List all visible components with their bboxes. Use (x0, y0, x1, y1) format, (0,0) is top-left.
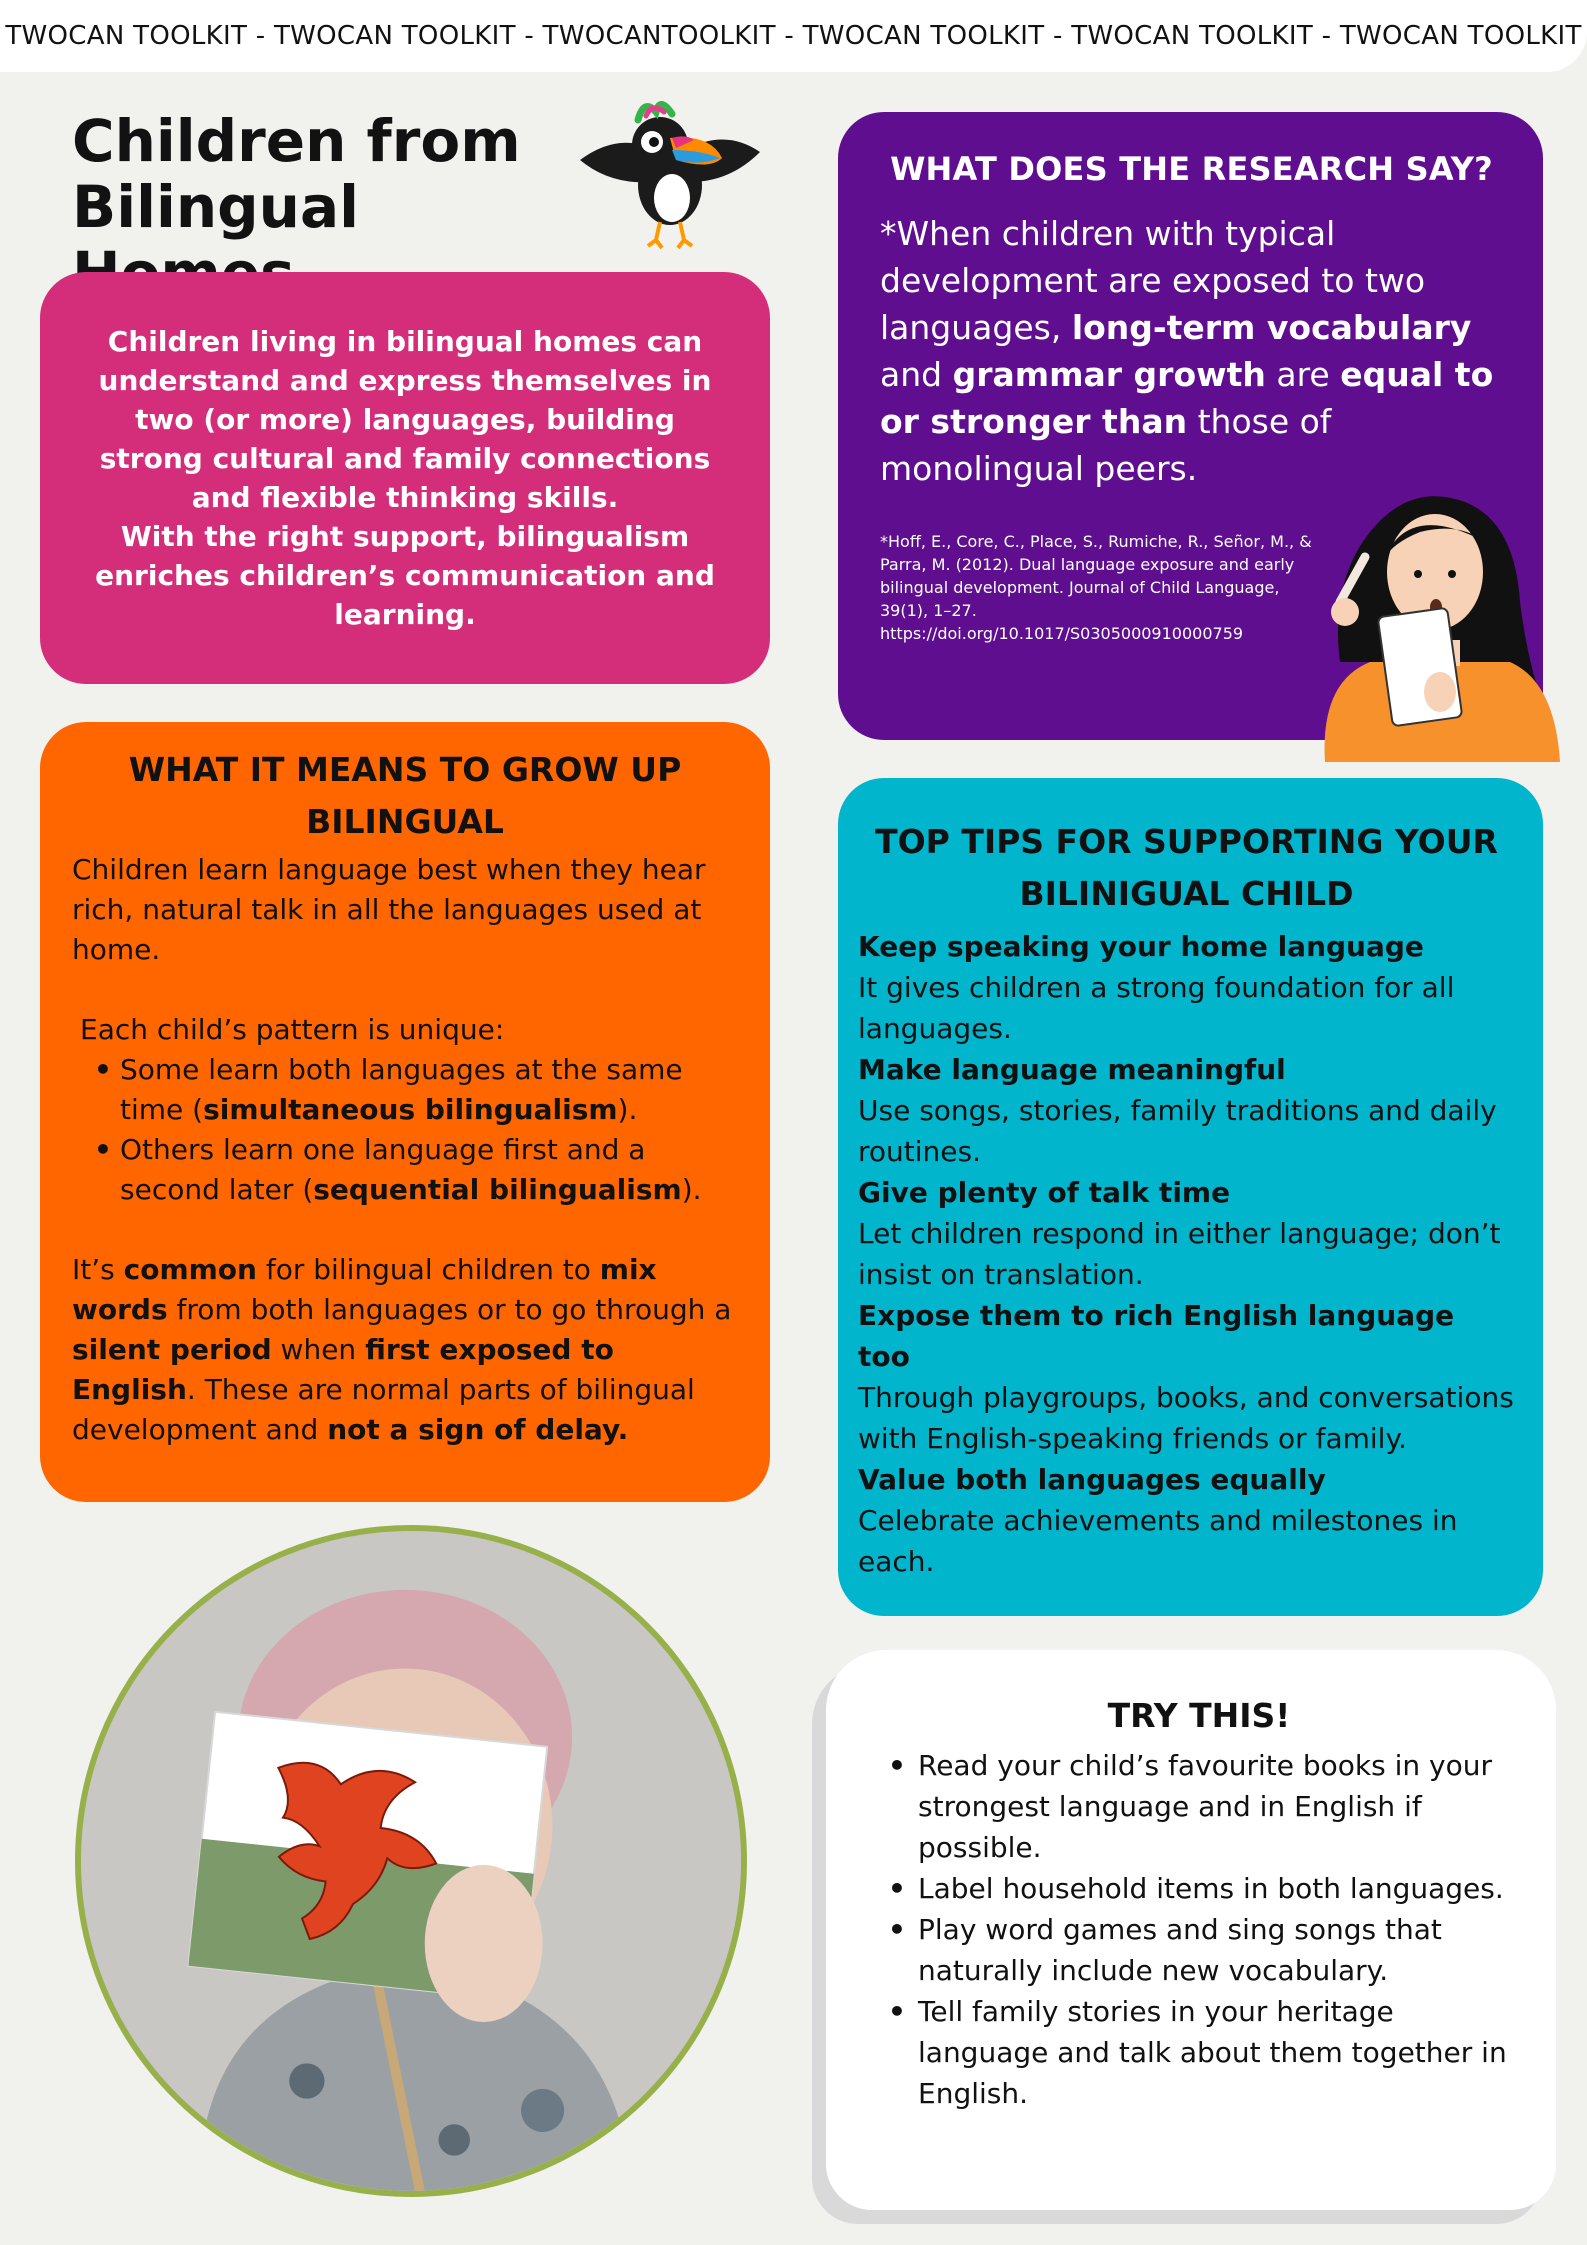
toucan-mascot-icon (560, 90, 770, 260)
research-bold-3: equal to or stronger than (880, 355, 1494, 441)
research-text-2: and (880, 355, 953, 394)
child-holding-welsh-flag-photo (75, 1525, 747, 2197)
try-this-card (826, 1650, 1556, 2210)
grow-p2: for bilingual children to (256, 1253, 600, 1286)
research-text-3: are (1265, 355, 1341, 394)
grow-bullet-sequential (92, 1130, 738, 1210)
tip-item (858, 1049, 1515, 1172)
try-heading: TRY THIS! (1107, 1696, 1291, 1735)
intro-paragraph-1: Children living in bilingual homes can understand and express themselves in two (or more) languages, building strong cultural and family connections and flexible thinking skills. (98, 325, 712, 514)
try-list-item: • Read your child’s favourite books in your strongest language and in English if possible. (882, 1745, 1516, 1868)
bullet-1-text: Some learn both languages at the same time ( (120, 1053, 683, 1126)
research-bold-2: grammar growth (952, 355, 1266, 394)
intro-paragraph-2: With the right support, bilingualism enriches children’s communication and learning. (95, 520, 715, 631)
title-line-1: Children from (72, 107, 521, 175)
tip-text: Use songs, stories, family traditions and daily routines. (858, 1094, 1497, 1168)
tip-text: It gives children a strong foundation for all languages. (858, 971, 1455, 1045)
tip-title: Expose them to rich English language too (858, 1299, 1455, 1373)
research-text-4: those of monolingual peers. (880, 402, 1332, 488)
photo-illustration (81, 1531, 741, 2191)
grow-p5: . These are normal parts of bilingual development and (72, 1373, 695, 1446)
grow-bullet-simultaneous (92, 1050, 738, 1130)
tip-title: Value both languages equally (858, 1463, 1326, 1496)
tip-title: Give plenty of talk time (858, 1176, 1231, 1209)
try-list-item: • Label household items in both languages. (882, 1868, 1516, 1909)
grow-b2: mix words (72, 1253, 657, 1326)
bullet-2-end: ). (681, 1173, 702, 1206)
grow-up-bilingual-card (40, 722, 770, 1502)
tip-item (858, 1295, 1515, 1459)
research-bold-1: long-term vocabulary (1071, 308, 1472, 347)
tip-title: Make language meaningful (858, 1053, 1286, 1086)
try-list (882, 1745, 1516, 2114)
tip-item (858, 926, 1515, 1049)
tip-item (858, 1172, 1515, 1295)
top-banner (0, 0, 1587, 72)
grow-b4: first exposed to English (72, 1333, 614, 1406)
try-list-item: • Tell family stories in your heritage language and talk about them together in English. (882, 1991, 1516, 2114)
girl-with-notepad-illustration (1300, 462, 1570, 762)
research-citation: *Hoff, E., Core, C., Place, S., Rumiche, R., Señor, M., & Parra, M. (2012). Dual language exposure and early bilingual development. Journal of Child Language, 39(1), 1–27. https://doi.org/10.1017/S0305000910000759 (880, 532, 1312, 643)
tip-text: Celebrate achievements and milestones in each. (858, 1504, 1458, 1578)
grow-p3: from both languages or to go through a (167, 1293, 732, 1326)
grow-bullets (92, 1050, 738, 1210)
grow-p4: when (271, 1333, 366, 1366)
grow-p1: It’s (72, 1253, 124, 1286)
title-line-2: Bilingual (72, 173, 359, 241)
tip-title: Keep speaking your home language (858, 930, 1424, 963)
grow-b1: common (123, 1253, 257, 1286)
research-heading: WHAT DOES THE RESEARCH SAY? (890, 150, 1493, 188)
grow-heading: WHAT IT MEANS TO GROW UP BILINGUAL (128, 750, 682, 841)
bullet-1-bold: simultaneous bilingualism (203, 1093, 618, 1126)
grow-pattern: Each child’s pattern is unique: (80, 1013, 505, 1046)
grow-mixing-paragraph (72, 1250, 738, 1450)
try-list-item: • Play word games and sing songs that naturally include new vocabulary. (882, 1909, 1516, 1991)
grow-intro: Children learn language best when they hear rich, natural talk in all the languages used at home. (72, 853, 706, 966)
tip-text: Let children respond in either language; don’t insist on translation. (858, 1217, 1501, 1291)
grow-b5: not a sign of delay. (327, 1413, 629, 1446)
bullet-2-bold: sequential bilingualism (313, 1173, 682, 1206)
research-text-1: *When children with typical development are exposed to two languages, (880, 214, 1426, 347)
tip-text: Through playgroups, books, and conversations with English-speaking friends or family. (858, 1381, 1514, 1455)
bullet-2-text: Others learn one language first and a second later ( (120, 1133, 646, 1206)
banner-text: TWOCAN TOOLKIT - TWOCAN TOOLKIT - TWOCANTOOLKIT - TWOCAN TOOLKIT - TWOCAN TOOLKIT - TWOCAN TOOLKIT (5, 21, 1582, 51)
bullet-1-end: ). (617, 1093, 638, 1126)
intro-card (40, 272, 770, 684)
grow-b3: silent period (72, 1333, 272, 1366)
tip-item (858, 1459, 1515, 1582)
research-body (880, 210, 1503, 492)
tips-heading: TOP TIPS FOR SUPPORTING YOUR BILINIGUAL CHILD (875, 822, 1498, 913)
top-tips-card (838, 778, 1543, 1616)
